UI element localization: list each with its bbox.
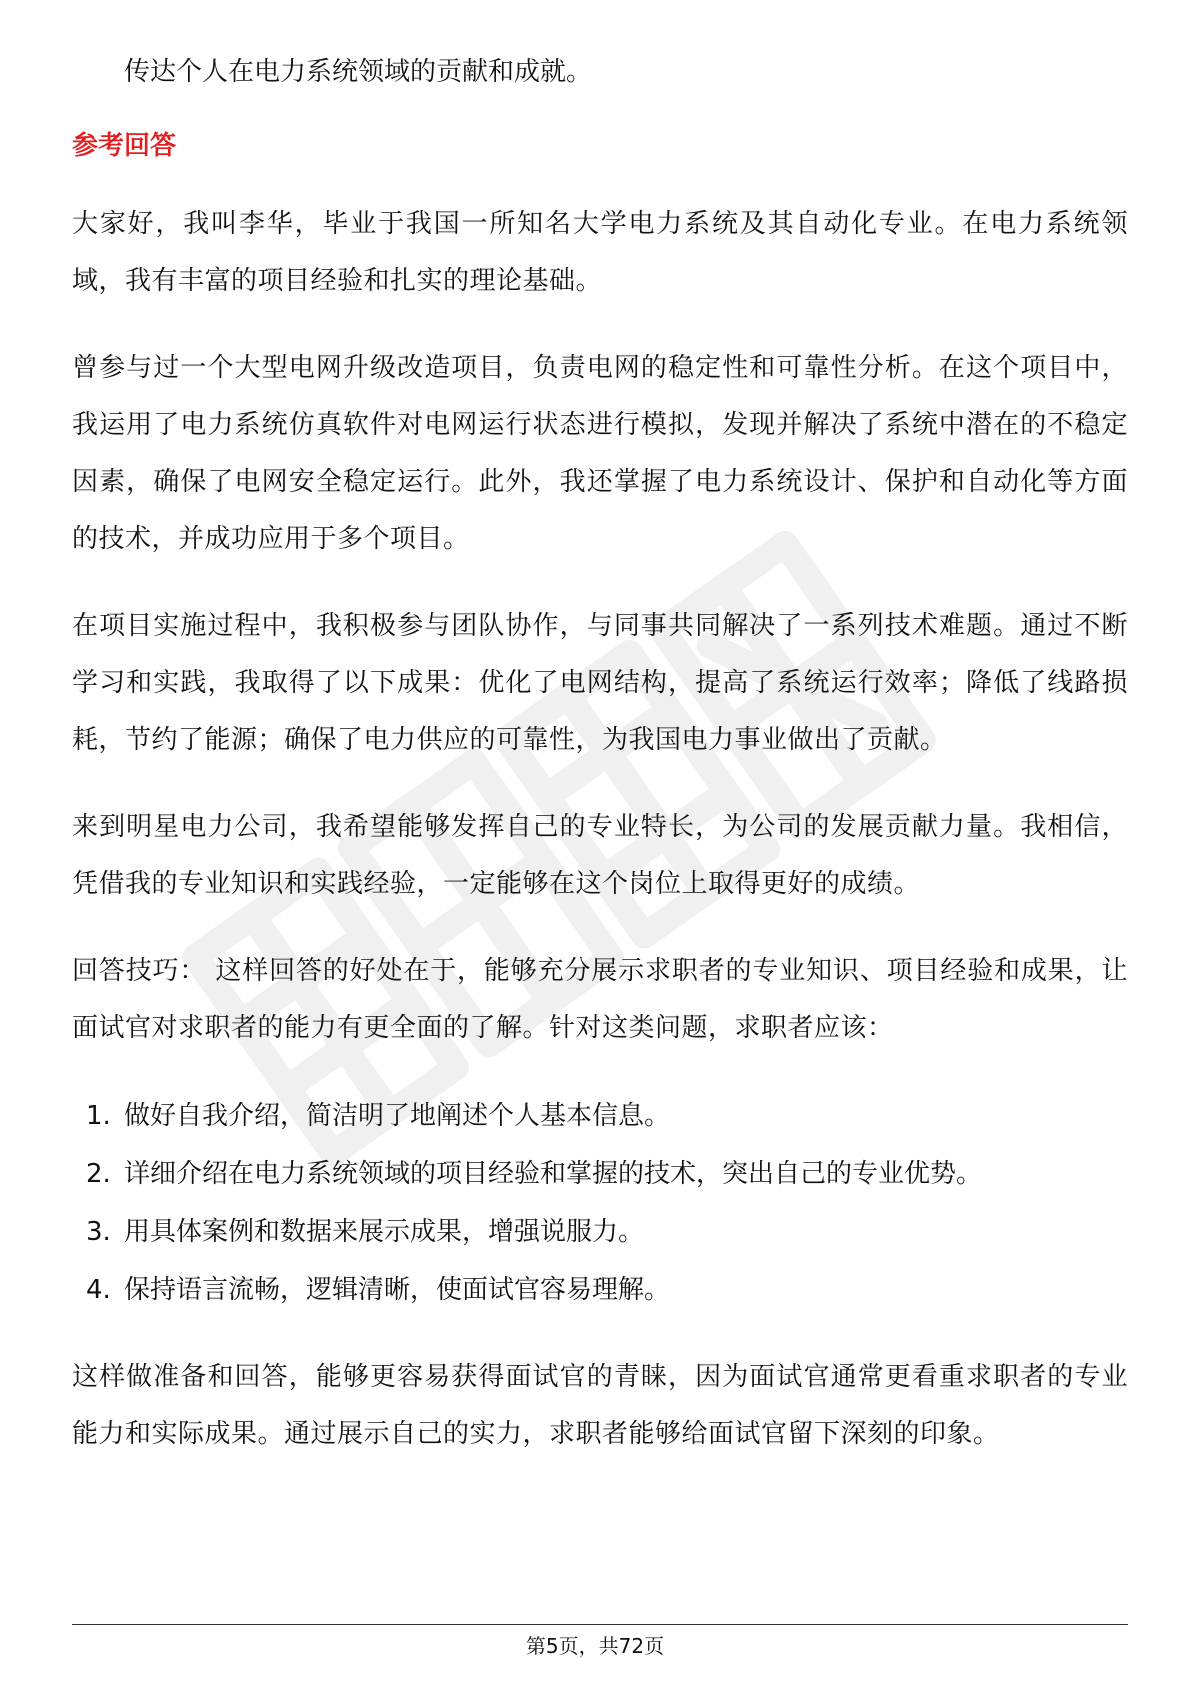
list-item-text: 保持语言流畅，逻辑清晰，使面试官容易理解。: [124, 1275, 671, 1305]
paragraph-achievements: 在项目实施过程中，我积极参与团队协作，与同事共同解决了一系列技术难题。通过不断学习和实践，我取得了以下成果：优化了电网结构，提高了系统运行效率；降低了线路损耗，节约了能源；确保了电力供应的可靠性，为我国电力事业做出了贡献。: [72, 611, 1128, 755]
paragraph-project-experience: 曾参与过一个大型电网升级改造项目，负责电网的稳定性和可靠性分析。在这个项目中，我运用了电力系统仿真软件对电网运行状态进行模拟，发现并解决了系统中潜在的不稳定因素，确保了电网安全稳定运行。此外，我还掌握了电力系统设计、保护和自动化等方面的技术，并成功应用于多个项目。: [72, 353, 1128, 554]
list-item-number: 1.: [86, 1101, 111, 1131]
main-content: [72, 44, 1128, 1493]
list-item-text: 做好自我介绍，简洁明了地阐述个人基本信息。: [124, 1101, 671, 1131]
paragraph-closing: 这样做准备和回答，能够更容易获得面试官的青睐，因为面试官通常更看重求职者的专业能力和实际成果。通过展示自己的实力，求职者能够给面试官留下深刻的印象。: [72, 1362, 1128, 1449]
list-item: [72, 1145, 1128, 1203]
list-item: [72, 1087, 1128, 1145]
tips-list: [72, 1087, 1128, 1319]
list-item-number: 4.: [86, 1275, 111, 1305]
paragraph-answer-tips: 回答技巧： 这样回答的好处在于，能够充分展示求职者的专业知识、项目经验和成果，让面试官对求职者的能力有更全面的了解。针对这类问题，求职者应该：: [72, 956, 1128, 1043]
intro-line: 传达个人在电力系统领域的贡献和成就。: [124, 57, 593, 87]
list-item: [72, 1203, 1128, 1261]
section-heading: 参考回答: [72, 131, 177, 161]
list-item-number: 3.: [86, 1217, 111, 1247]
list-item-text: 详细介绍在电力系统领域的项目经验和掌握的技术，突出自己的专业优势。: [124, 1159, 983, 1189]
page-number: 第5页，共72页: [525, 1634, 665, 1658]
list-item-number: 2.: [86, 1159, 111, 1189]
list-item-text: 用具体案例和数据来展示成果，增强说服力。: [124, 1217, 645, 1247]
list-item: [72, 1261, 1128, 1319]
footer-divider: [72, 1624, 1128, 1625]
paragraph-self-intro: 大家好，我叫李华，毕业于我国一所知名大学电力系统及其自动化专业。在电力系统领域，我有丰富的项目经验和扎实的理论基础。: [72, 209, 1128, 296]
paragraph-motivation: 来到明星电力公司，我希望能够发挥自己的专业特长，为公司的发展贡献力量。我相信，凭借我的专业知识和实践经验，一定能够在这个岗位上取得更好的成绩。: [72, 812, 1128, 899]
